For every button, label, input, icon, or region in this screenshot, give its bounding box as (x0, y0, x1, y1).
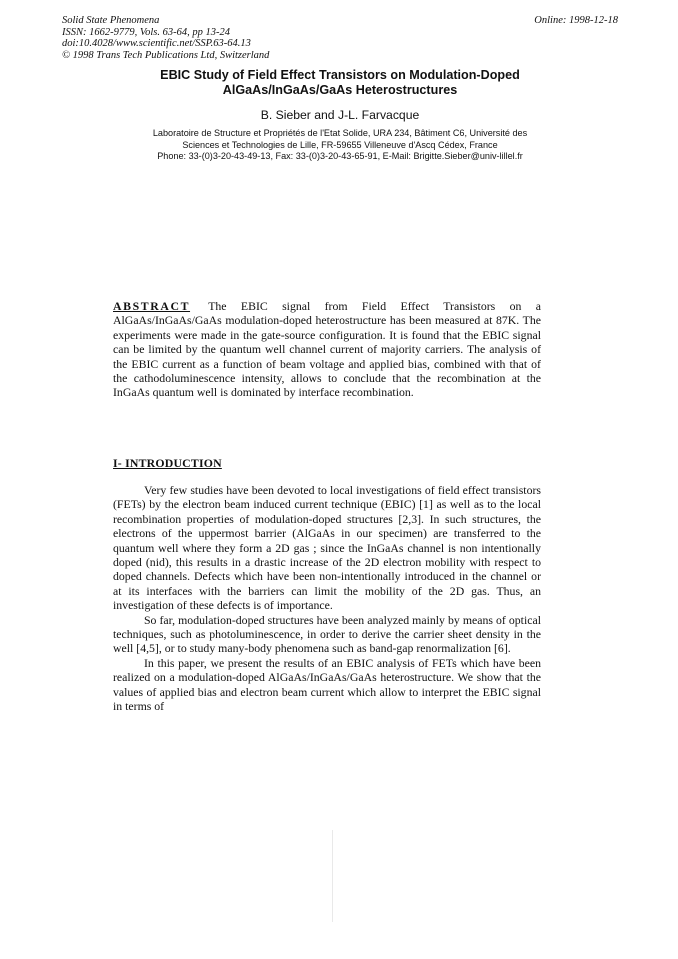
intro-paragraph-1: Very few studies have been devoted to local investigations of field effect transistors (FETs) by the electron beam induced current technique (EBIC) [1] as well as to the local recombination properties of modulation-doped structures [2,3]. In such structures, the electrons of the uppermost barrier (AlGaAs in our specimen) are transferred to the quantum well where they form a 2D gas ; since the InGaAs channel is non intentionally doped (nid), this results in a drastic increase of the 2D electron mobility with respect to doped channels. Defects which have been non-intentionally introduced in the channel or at its interfaces with the barriers can limit the mobility of the 2D gas. Thus, an investigation of these defects is of importance. (113, 483, 541, 613)
abstract-label: ABSTRACT (113, 299, 191, 313)
abstract-text: The EBIC signal from Field Effect Transistors on a AlGaAs/InGaAs/GaAs modulation-doped heterostructure has been measured at 87K. The experiments were made in the gate-source configuration. It is found that the EBIC signal can be limited by the quantum well channel current of majority carriers. The analysis of the EBIC current as a function of beam voltage and applied bias, combined with that of the cathodoluminescence intensity, allows to conclude that the recombination at the InGaAs quantum well is dominated by interface recombination. (113, 299, 541, 400)
affiliation (62, 128, 618, 163)
journal-header (62, 15, 618, 61)
paper-title (62, 68, 618, 98)
affiliation-line-3: Phone: 33-(0)3-20-43-49-13, Fax: 33-(0)3-20-43-65-91, E-Mail: Brigitte.Sieber@univ-lillel.fr (157, 151, 523, 162)
author-list: B. Sieber and J-L. Farvacque (260, 108, 420, 122)
journal-name: Solid State Phenomena (62, 15, 160, 26)
affiliation-line-2: Sciences et Technologies de Lille, FR-59655 Villeneuve d'Ascq Cédex, France (182, 139, 498, 150)
affiliation-line-1: Laboratoire de Structure et Propriétés de l'Etat Solide, URA 234, Bâtiment C6, Université des (152, 128, 528, 138)
issn-line: ISSN: 1662-9779, Vols. 63-64, pp 13-24 (62, 26, 230, 38)
intro-paragraph-2: So far, modulation-doped structures have been analyzed mainly by means of optical techniques, such as photoluminescence, in order to derive the carrier sheet density in the well [4,5], or to study many-body phenomena such as band-gap renormalization [6]. (113, 612, 541, 656)
online-date: Online: 1998-12-18 (534, 15, 618, 26)
introduction-body (113, 483, 541, 714)
abstract (113, 299, 541, 400)
title-line-2: AlGaAs/InGaAs/GaAs Heterostructures (222, 83, 458, 97)
scan-artifact-line (332, 830, 333, 922)
intro-paragraph-3: In this paper, we present the results of an EBIC analysis of FETs which have been realized on a modulation-doped AlGaAs/InGaAs/GaAs heterostructure. We show that the values of applied bias and electron beam current which allow to interpret the EBIC signal in terms of (113, 655, 541, 714)
copyright-line: © 1998 Trans Tech Publications Ltd, Switzerland (62, 49, 270, 61)
doi-line: doi:10.4028/www.scientific.net/SSP.63-64.13 (62, 38, 251, 50)
title-line-1: EBIC Study of Field Effect Transistors on Modulation-Doped (160, 68, 520, 82)
section-heading-introduction: I- INTRODUCTION (113, 456, 222, 470)
